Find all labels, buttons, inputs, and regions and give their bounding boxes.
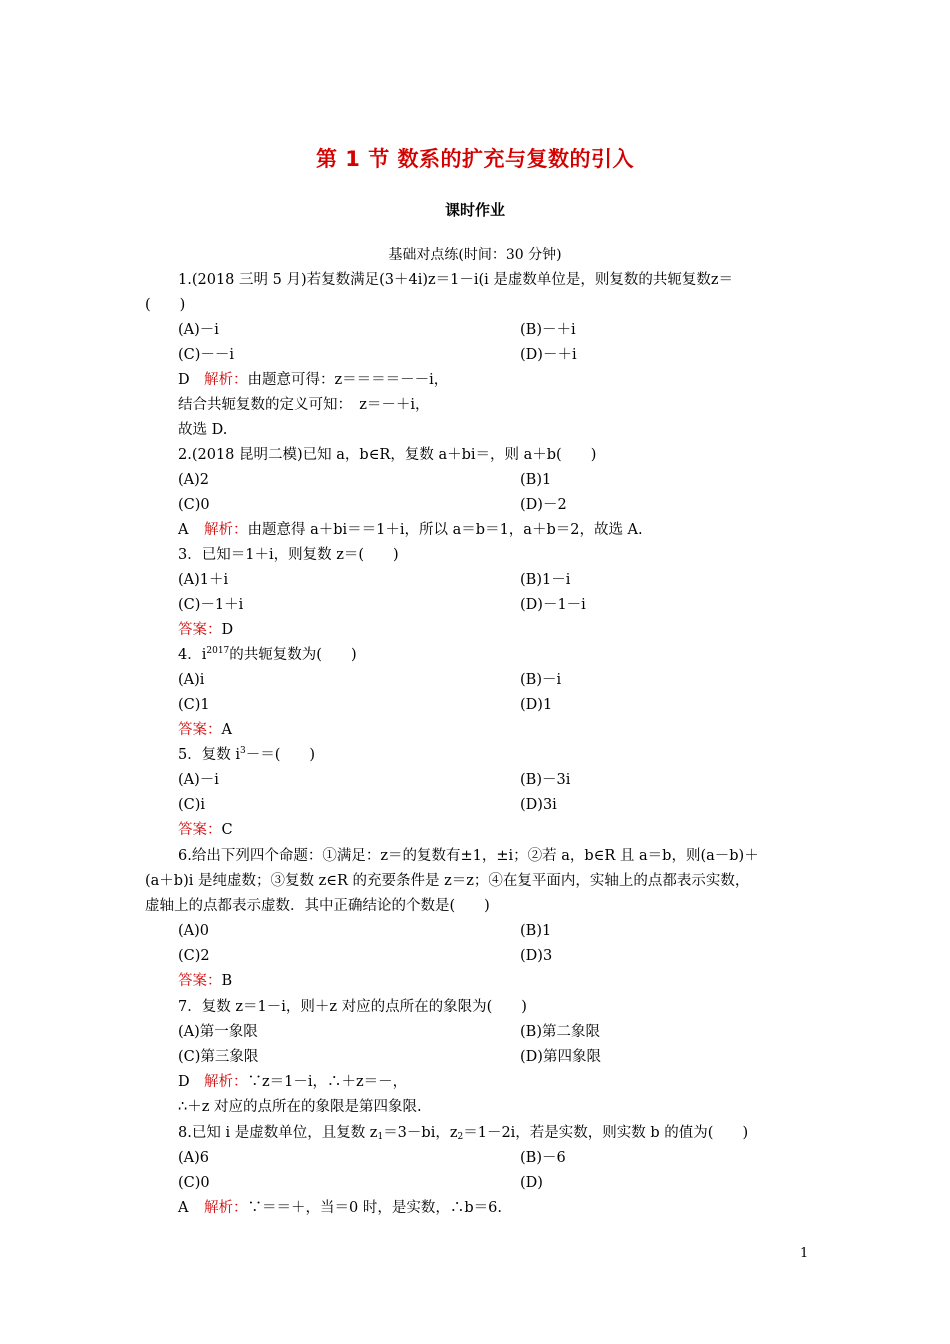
page-title: 第 1 节 数系的扩充与复数的引入 bbox=[315, 147, 635, 171]
q4-stem-post: 的共轭复数为( ) bbox=[229, 647, 357, 663]
q8-stem-sub-2: 2 bbox=[457, 1132, 464, 1142]
q8-stem-pre: 8.已知 i 是虚数单位，且复数 z bbox=[178, 1125, 378, 1141]
q7-option-a: (A)第一象限 bbox=[178, 1024, 258, 1040]
q8-stem-post: ＝1－2i，若是实数，则实数 b 的值为( ) bbox=[463, 1125, 749, 1141]
q3-option-d: (D)－1－i bbox=[520, 597, 586, 613]
q1-stem-line-2: ( ) bbox=[145, 297, 186, 313]
q5-answer-label: 答案： bbox=[178, 822, 222, 838]
q5-stem-line-1 bbox=[178, 745, 315, 765]
q6-stem-line-2: (a＋b)i 是纯虚数；③复数 z∈R 的充要条件是 z＝z；④在复平面内，实轴上的点都表示实数， bbox=[145, 873, 750, 889]
q4-answer-value: A bbox=[221, 722, 232, 738]
q1-stem-line-1: 1.(2018 三明 5 月)若复数满足(3＋4i)z＝1－i(i 是虚数单位是，则复数的共轭复数z＝ bbox=[178, 272, 734, 288]
q4-stem-pre: 4．i bbox=[178, 647, 207, 663]
q1-option-a: (A)－i bbox=[178, 322, 219, 338]
q5-option-a: (A)－i bbox=[178, 772, 219, 788]
q6-option-b: (B)1 bbox=[520, 923, 552, 939]
q1-analysis-text-1: 由题意可得：z＝＝＝＝－－i， bbox=[247, 372, 449, 388]
q7-analysis bbox=[178, 1072, 407, 1092]
q4-stem-line-1 bbox=[178, 645, 357, 665]
q8-stem-sub-1: 1 bbox=[377, 1132, 384, 1142]
q2-option-c: (C)0 bbox=[178, 497, 210, 513]
q8-stem-line-1 bbox=[178, 1123, 748, 1143]
q3-option-b: (B)1－i bbox=[520, 572, 571, 588]
q5-stem-sup: 3 bbox=[239, 746, 246, 756]
q6-stem-line-3: 虚轴上的点都表示虚数．其中正确结论的个数是( ) bbox=[145, 898, 490, 914]
page-subtitle: 课时作业 bbox=[444, 201, 505, 219]
section-heading: 基础对点练(时间：30 分钟) bbox=[388, 247, 562, 263]
q8-option-a: (A)6 bbox=[178, 1150, 210, 1166]
q5-option-d: (D)3i bbox=[520, 797, 557, 813]
q8-answer-letter: A bbox=[178, 1200, 189, 1216]
q3-stem-line-1: 3．已知＝1＋i，则复数 z＝( ) bbox=[178, 547, 399, 563]
q2-stem-line-1: 2.(2018 昆明二模)已知 a，b∈R，复数 a＋bi＝，则 a＋b( ) bbox=[178, 447, 597, 463]
q1-analysis-line-3: 故选 D. bbox=[178, 422, 228, 438]
q1-option-b: (B)－＋i bbox=[520, 322, 576, 338]
q8-option-d: (D) bbox=[520, 1175, 543, 1191]
q1-analysis-label: 解析： bbox=[204, 372, 248, 388]
q7-stem-line-1: 7．复数 z＝1－i，则＋z 对应的点所在的象限为( ) bbox=[178, 999, 527, 1015]
q7-analysis-label: 解析： bbox=[204, 1074, 248, 1090]
q1-answer-letter: D bbox=[178, 372, 190, 388]
q3-answer-value: D bbox=[221, 622, 234, 638]
q4-answer-label: 答案： bbox=[178, 722, 222, 738]
q5-stem-post: －＝( ) bbox=[245, 747, 316, 763]
q4-option-c: (C)1 bbox=[178, 697, 210, 713]
q8-analysis-text-1: ∵＝＝＋，当＝0 时，是实数，∴b＝6. bbox=[247, 1200, 502, 1216]
q4-option-b: (B)－i bbox=[520, 672, 562, 688]
q6-answer bbox=[178, 971, 232, 991]
q5-option-b: (B)－3i bbox=[520, 772, 571, 788]
q3-answer-label: 答案： bbox=[178, 622, 222, 638]
q6-option-c: (C)2 bbox=[178, 948, 210, 964]
q7-answer-letter: D bbox=[178, 1074, 190, 1090]
page-number: 1 bbox=[800, 1246, 809, 1261]
q7-option-c: (C)第三象限 bbox=[178, 1049, 259, 1065]
q2-analysis-label: 解析： bbox=[204, 522, 248, 538]
q8-option-b: (B)－6 bbox=[520, 1150, 566, 1166]
q1-option-c: (C)－－i bbox=[178, 347, 235, 363]
q5-answer bbox=[178, 820, 233, 840]
q1-analysis-line-2: 结合共轭复数的定义可知： z＝－＋i， bbox=[178, 397, 430, 413]
q7-option-b: (B)第二象限 bbox=[520, 1024, 600, 1040]
q6-answer-label: 答案： bbox=[178, 973, 222, 989]
q1-option-d: (D)－＋i bbox=[520, 347, 577, 363]
q2-option-d: (D)－2 bbox=[520, 497, 567, 513]
q3-option-a: (A)1＋i bbox=[178, 572, 229, 588]
q8-analysis-label: 解析： bbox=[204, 1200, 248, 1216]
q3-option-c: (C)－1＋i bbox=[178, 597, 244, 613]
q4-option-d: (D)1 bbox=[520, 697, 553, 713]
q2-option-a: (A)2 bbox=[178, 472, 210, 488]
q5-answer-value: C bbox=[221, 822, 233, 838]
q8-analysis bbox=[178, 1198, 502, 1218]
q2-option-b: (B)1 bbox=[520, 472, 552, 488]
q4-option-a: (A)i bbox=[178, 672, 205, 688]
q7-analysis-text-1: ∵z＝1－i，∴＋z＝－， bbox=[247, 1074, 408, 1090]
q7-analysis-line-2: ∴＋z 对应的点所在的象限是第四象限. bbox=[178, 1099, 422, 1115]
q4-answer bbox=[178, 720, 232, 740]
q1-analysis bbox=[178, 370, 448, 390]
q5-option-c: (C)i bbox=[178, 797, 206, 813]
q3-answer bbox=[178, 620, 233, 640]
q2-analysis-text-1: 由题意得 a＋bi＝＝1＋i，所以 a＝b＝1，a＋b＝2，故选 A. bbox=[247, 522, 643, 538]
q2-analysis bbox=[178, 520, 643, 540]
q8-option-c: (C)0 bbox=[178, 1175, 210, 1191]
q8-stem-mid: ＝3－bi，z bbox=[383, 1125, 458, 1141]
q6-stem-line-1: 6.给出下列四个命题：①满足：z＝的复数有±1，±i；②若 a，b∈R 且 a＝b，则(a－b)＋ bbox=[178, 848, 759, 864]
q6-option-a: (A)0 bbox=[178, 923, 210, 939]
q5-stem-pre: 5．复数 i bbox=[178, 747, 240, 763]
q2-answer-letter: A bbox=[178, 522, 189, 538]
q6-answer-value: B bbox=[221, 973, 233, 989]
q4-stem-sup: 2017 bbox=[206, 646, 230, 656]
q7-option-d: (D)第四象限 bbox=[520, 1049, 601, 1065]
q6-option-d: (D)3 bbox=[520, 948, 553, 964]
